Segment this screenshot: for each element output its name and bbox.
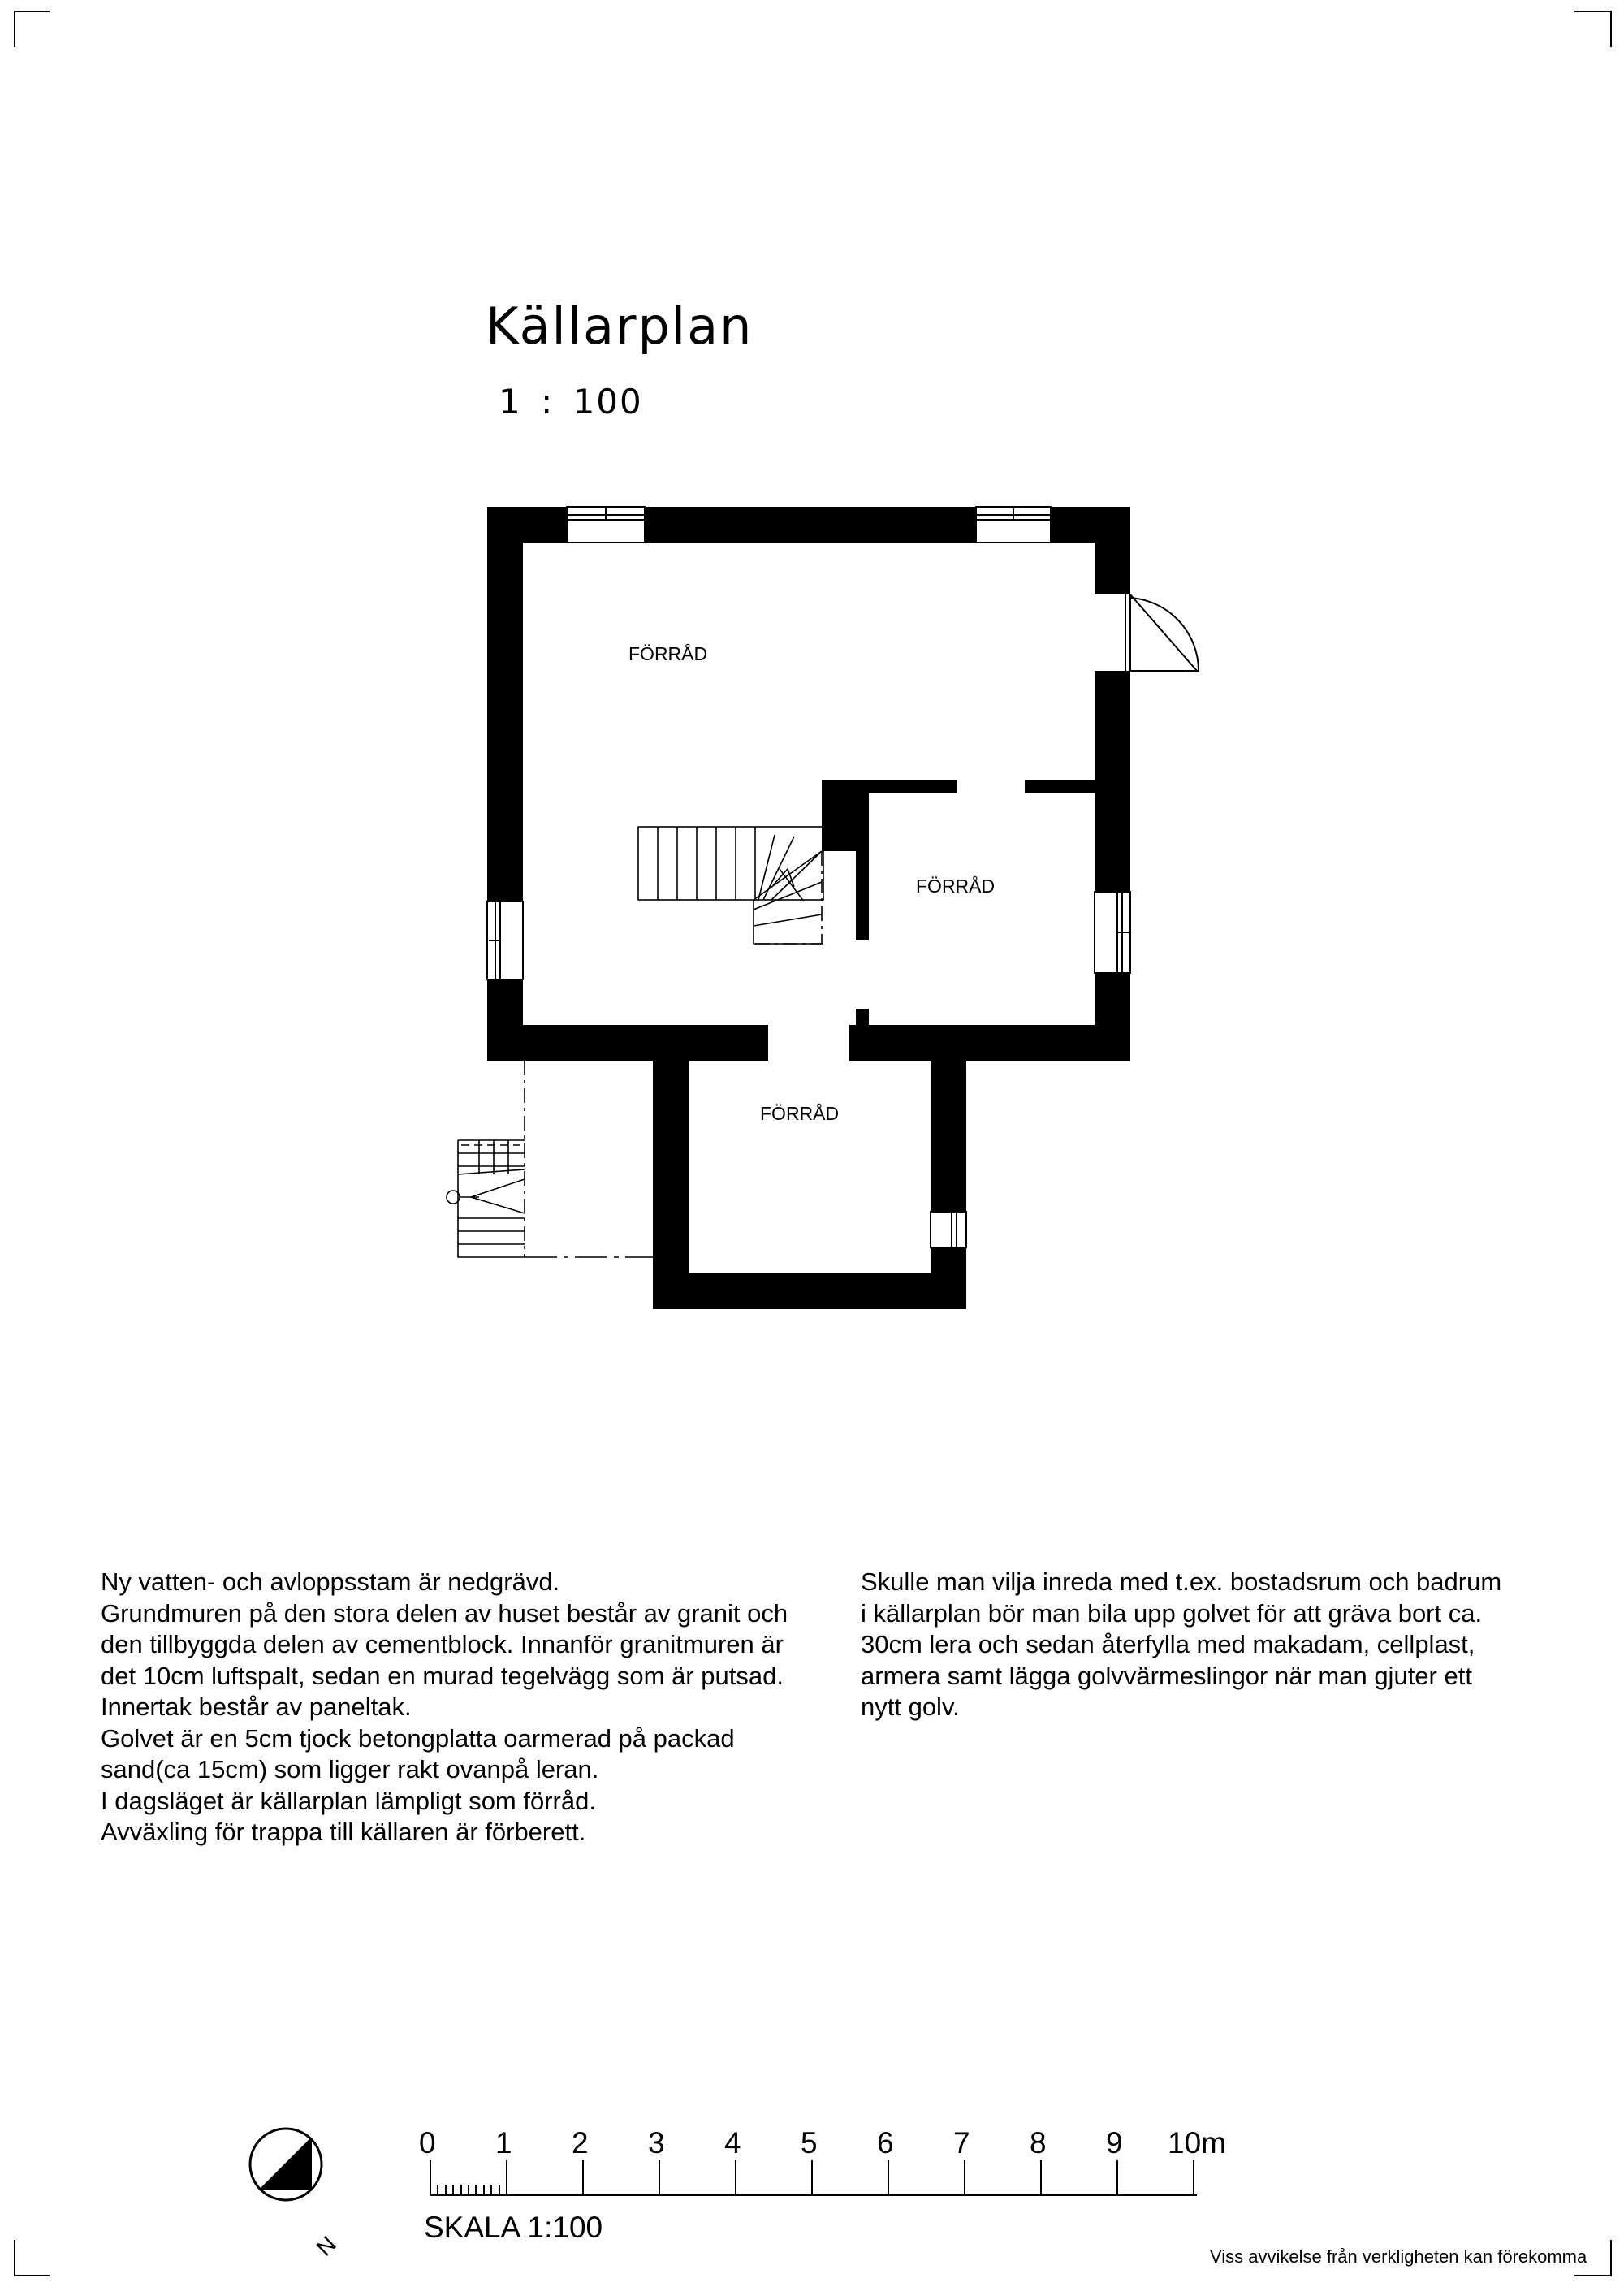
note-line: i källarplan bör man bila upp golvet för att gräva bort ca. (861, 1598, 1483, 1628)
note-line: Grundmuren på den stora delen av huset består av granit och (101, 1598, 788, 1628)
note-line: det 10cm luftspalt, sedan en murad tegelvägg som är putsad. (101, 1661, 784, 1690)
note-line: Ny vatten- och avloppsstam är nedgrävd. (101, 1567, 560, 1596)
note-line: nytt golv. (861, 1693, 960, 1721)
scale-tick-label: 8 (1030, 2126, 1047, 2159)
note-line: den tillbyggda delen av cementblock. Innanför granitmuren är (101, 1630, 784, 1658)
scale-tick-label: 1 (495, 2126, 512, 2159)
scale-tick-label: 5 (801, 2126, 818, 2159)
note-line: armera samt lägga golvvärmeslingor när man gjuter ett (861, 1661, 1472, 1690)
note-line: 30cm lera och sedan återfylla med makadam, cellplast, (861, 1630, 1475, 1658)
plan-title: Källarplan (486, 296, 754, 356)
room-label-main: FÖRRÅD (628, 643, 708, 664)
scale-bar-label: SKALA 1:100 (424, 2211, 603, 2244)
scale-tick-label: 4 (724, 2126, 741, 2159)
note-line: I dagsläget är källarplan lämpligt som förråd. (101, 1786, 596, 1815)
note-line: Avväxling för trappa till källaren är förberett. (101, 1818, 586, 1846)
room-label-lower: FÖRRÅD (760, 1103, 840, 1124)
scale-tick-label: 9 (1106, 2126, 1123, 2159)
scale-tick-label: 10m (1168, 2126, 1226, 2159)
plan-scale-ratio: 1 : 100 (499, 382, 643, 422)
disclaimer: Viss avvikelse från verkligheten kan förekomma (1210, 2246, 1587, 2267)
note-line: Golvet är en 5cm tjock betongplatta oarmerad på packad (101, 1723, 735, 1753)
scale-tick-label: 6 (877, 2126, 894, 2159)
note-line: Skulle man vilja inreda med t.ex. bostadsrum och badrum (861, 1567, 1502, 1596)
scale-tick-label: 7 (953, 2126, 970, 2159)
note-line: sand(ca 15cm) som ligger rakt ovanpå leran. (101, 1755, 599, 1783)
scale-tick-label: 2 (572, 2126, 589, 2159)
scale-tick-label: 3 (648, 2126, 665, 2159)
north-label: N (311, 2231, 341, 2261)
note-line: Innertak består av paneltak. (101, 1693, 412, 1721)
scale-tick-label: 0 (419, 2126, 436, 2159)
room-label-right: FÖRRÅD (916, 875, 996, 897)
